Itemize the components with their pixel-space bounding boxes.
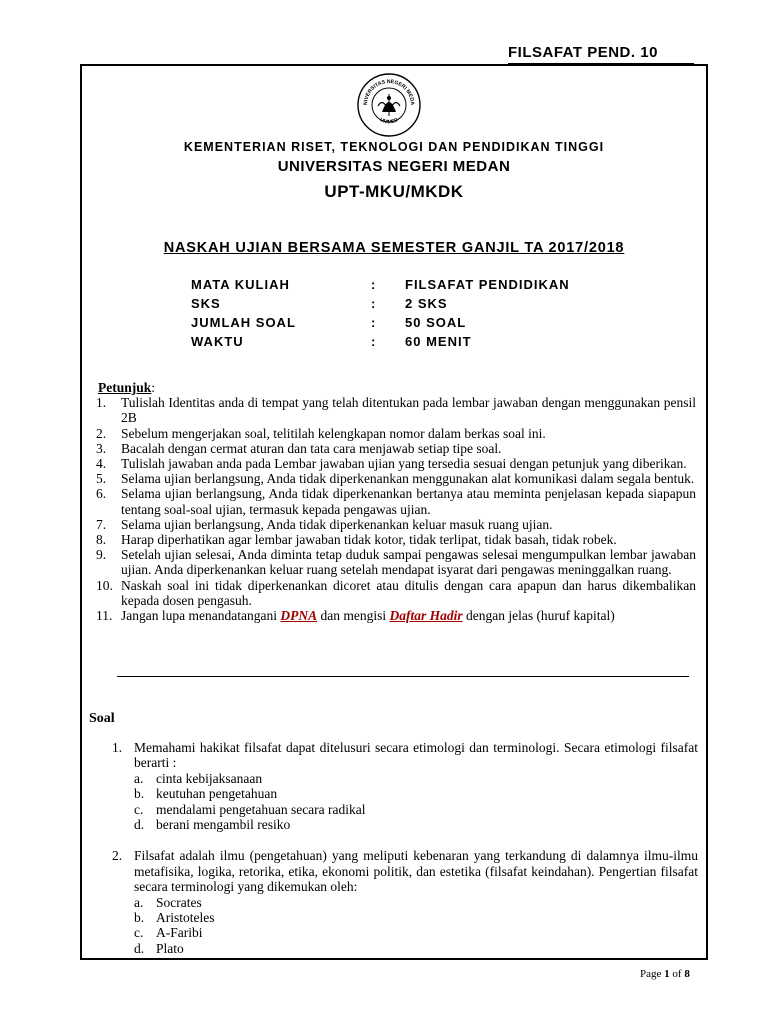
info-value: 50 SOAL [405, 315, 467, 330]
answer-option [134, 817, 698, 832]
instruction-text: Selama ujian berlangsung, Anda tidak diperkenankan bertanya atau meminta penjelasan kepada siapapun tentang soal-soal ujian, termasuk kepada pengawas ujian. [121, 486, 696, 517]
instruction-item [98, 547, 696, 577]
dpna-emphasis: DPNA [280, 608, 318, 624]
question-number: 1. [112, 740, 123, 755]
answer-option [134, 802, 698, 817]
option-letter: a. [134, 770, 144, 786]
question-item [112, 740, 698, 832]
instructions-title: Petunjuk [98, 380, 152, 395]
daftar-hadir-emphasis: Daftar Hadir [389, 608, 463, 624]
instruction-item [98, 395, 696, 425]
instructions-heading [98, 380, 696, 395]
option-letter: d. [134, 817, 145, 833]
question-number: 2. [112, 848, 123, 864]
info-row-course [191, 277, 645, 296]
logo-text-bottom: UNIMED [378, 116, 400, 126]
page-label: Page [640, 968, 662, 980]
instruction-text: Naskah soal ini tidak diperkenankan dicoret atau ditulis dengan cara apapun dan harus dikembalikan kepada dosen pengasuh. [121, 577, 696, 608]
option-text: keutuhan pengetahuan [156, 786, 278, 802]
info-separator: : [371, 315, 377, 330]
instruction-number: 1. [96, 395, 107, 411]
instructions-section [98, 380, 696, 623]
instruction-number: 8. [96, 532, 107, 548]
answer-option [134, 941, 698, 956]
option-letter: b. [134, 786, 145, 802]
info-value: 2 SKS [405, 296, 448, 311]
page-footer [640, 968, 690, 980]
instruction-text-post: dengan jelas (huruf kapital) [462, 608, 615, 624]
of-label: of [672, 968, 682, 980]
question-body [134, 848, 698, 956]
answer-option [134, 771, 698, 786]
instruction-item [98, 426, 696, 441]
instruction-number: 11. [96, 608, 113, 624]
instruction-text: Selama ujian berlangsung, Anda tidak diperkenankan menggunakan alat komunikasi dalam segala bentuk. [121, 471, 695, 487]
info-label: MATA KULIAH [191, 277, 290, 292]
instruction-text: Tulislah Identitas anda di tempat yang telah ditentukan pada lembar jawaban dengan menggunakan pensil 2B [121, 395, 696, 426]
instruction-text: Bacalah dengan cermat aturan dan tata cara menjawab setiap tipe soal. [121, 440, 502, 456]
instruction-text: Tulislah jawaban anda pada Lembar jawaban ujian yang tersedia sesuai dengan petunjuk yang diberikan. [121, 456, 687, 472]
option-letter: a. [134, 894, 144, 910]
section-divider [117, 676, 689, 677]
instruction-number: 9. [96, 547, 107, 563]
instruction-number: 5. [96, 471, 107, 487]
instruction-text: Setelah ujian selesai, Anda diminta tetap duduk sampai pengawas selesai mengumpulkan lembar jawaban ujian. Anda diperkenankan keluar ruang setelah mendapat isyarat dari pengawas meninggalkan ruang. [121, 547, 696, 578]
option-letter: c. [134, 801, 144, 817]
info-label: WAKTU [191, 334, 244, 349]
svg-text:UNIMED [379, 117, 400, 126]
question-text: Filsafat adalah ilmu (pengetahuan) yang meliputi kebenaran yang terkandung di dalamnya ilmu-ilmu metafisika, logika, retorika, etika, ekonomi politik, dan estetika (filsafat keindahan). Pengertian filsafat secara terminologi yang dikemukan oleh: [134, 848, 698, 895]
info-row-question-count [191, 315, 645, 334]
instruction-number: 2. [96, 425, 107, 441]
instruction-text [121, 608, 696, 623]
info-label: SKS [191, 296, 221, 311]
logo-text-top: NIVERSITAS NEGERI MEDA [362, 78, 416, 106]
answer-option [134, 786, 698, 801]
instruction-item [98, 517, 696, 532]
answer-option [134, 910, 698, 925]
instruction-number: 6. [96, 486, 107, 502]
info-row-sks [191, 296, 645, 315]
option-text: cinta kebijaksanaan [156, 770, 263, 786]
option-letter: c. [134, 925, 144, 941]
info-value: FILSAFAT PENDIDIKAN [405, 277, 570, 292]
ministry-name: KEMENTERIAN RISET, TEKNOLOGI DAN PENDIDIKAN TINGGI [183, 140, 605, 154]
instruction-item [98, 486, 696, 516]
instruction-item [98, 578, 696, 608]
info-row-time [191, 334, 645, 353]
option-text: berani mengambil resiko [156, 817, 291, 833]
page-total: 8 [684, 968, 690, 980]
instruction-item [98, 471, 696, 486]
instruction-text: Harap diperhatikan agar lembar jawaban tidak kotor, tidak terlipat, tidak basah, tidak robek. [121, 532, 617, 548]
instruction-item [98, 456, 696, 471]
questions-list [112, 740, 698, 972]
instructions-list [98, 395, 696, 623]
page-number: 1 [664, 968, 670, 980]
instruction-text-pre: Jangan lupa menandatangani [121, 608, 281, 624]
instruction-text: Sebelum mengerjakan soal, telitilah kelengkapan nomor dalam berkas soal ini. [121, 425, 546, 441]
instruction-item [98, 532, 696, 547]
option-text: Plato [156, 940, 184, 956]
instruction-number: 4. [96, 456, 107, 472]
answer-option [134, 895, 698, 910]
questions-heading: Soal [89, 711, 115, 726]
answer-option [134, 925, 698, 940]
instruction-number: 7. [96, 516, 107, 532]
option-text: A-Faribi [156, 925, 203, 941]
info-value: 60 MENIT [405, 334, 472, 349]
question-text: Memahami hakikat filsafat dapat ditelusuri secara etimologi dan terminologi. Secara etimologi filsafat berarti : [134, 740, 698, 771]
info-label: JUMLAH SOAL [191, 315, 296, 330]
document-code: FILSAFAT PEND. 10 [508, 44, 694, 65]
instruction-number: 3. [96, 440, 107, 456]
info-separator: : [371, 334, 377, 349]
instructions-colon: : [151, 380, 156, 395]
info-separator: : [371, 277, 377, 292]
university-name: UNIVERSITAS NEGERI MEDAN [277, 158, 511, 175]
question-body [134, 740, 698, 832]
option-letter: b. [134, 910, 145, 926]
exam-title: NASKAH UJIAN BERSAMA SEMESTER GANJIL TA 2017/2018 [163, 240, 625, 256]
option-text: Socrates [156, 894, 202, 910]
instruction-item-last [98, 608, 696, 623]
exam-info-table [191, 277, 645, 353]
info-separator: : [371, 296, 377, 311]
university-logo [356, 72, 422, 138]
unit-name: UPT-MKU/MKDK [324, 182, 464, 201]
option-text: mendalami pengetahuan secara radikal [156, 801, 366, 817]
instruction-text-mid: dan mengisi [317, 608, 390, 624]
option-text: Aristoteles [156, 910, 215, 926]
instruction-number: 10. [96, 577, 113, 593]
option-letter: d. [134, 940, 145, 956]
instruction-text: Selama ujian berlangsung, Anda tidak diperkenankan keluar masuk ruang ujian. [121, 516, 553, 532]
question-item [112, 848, 698, 956]
instruction-item [98, 441, 696, 456]
